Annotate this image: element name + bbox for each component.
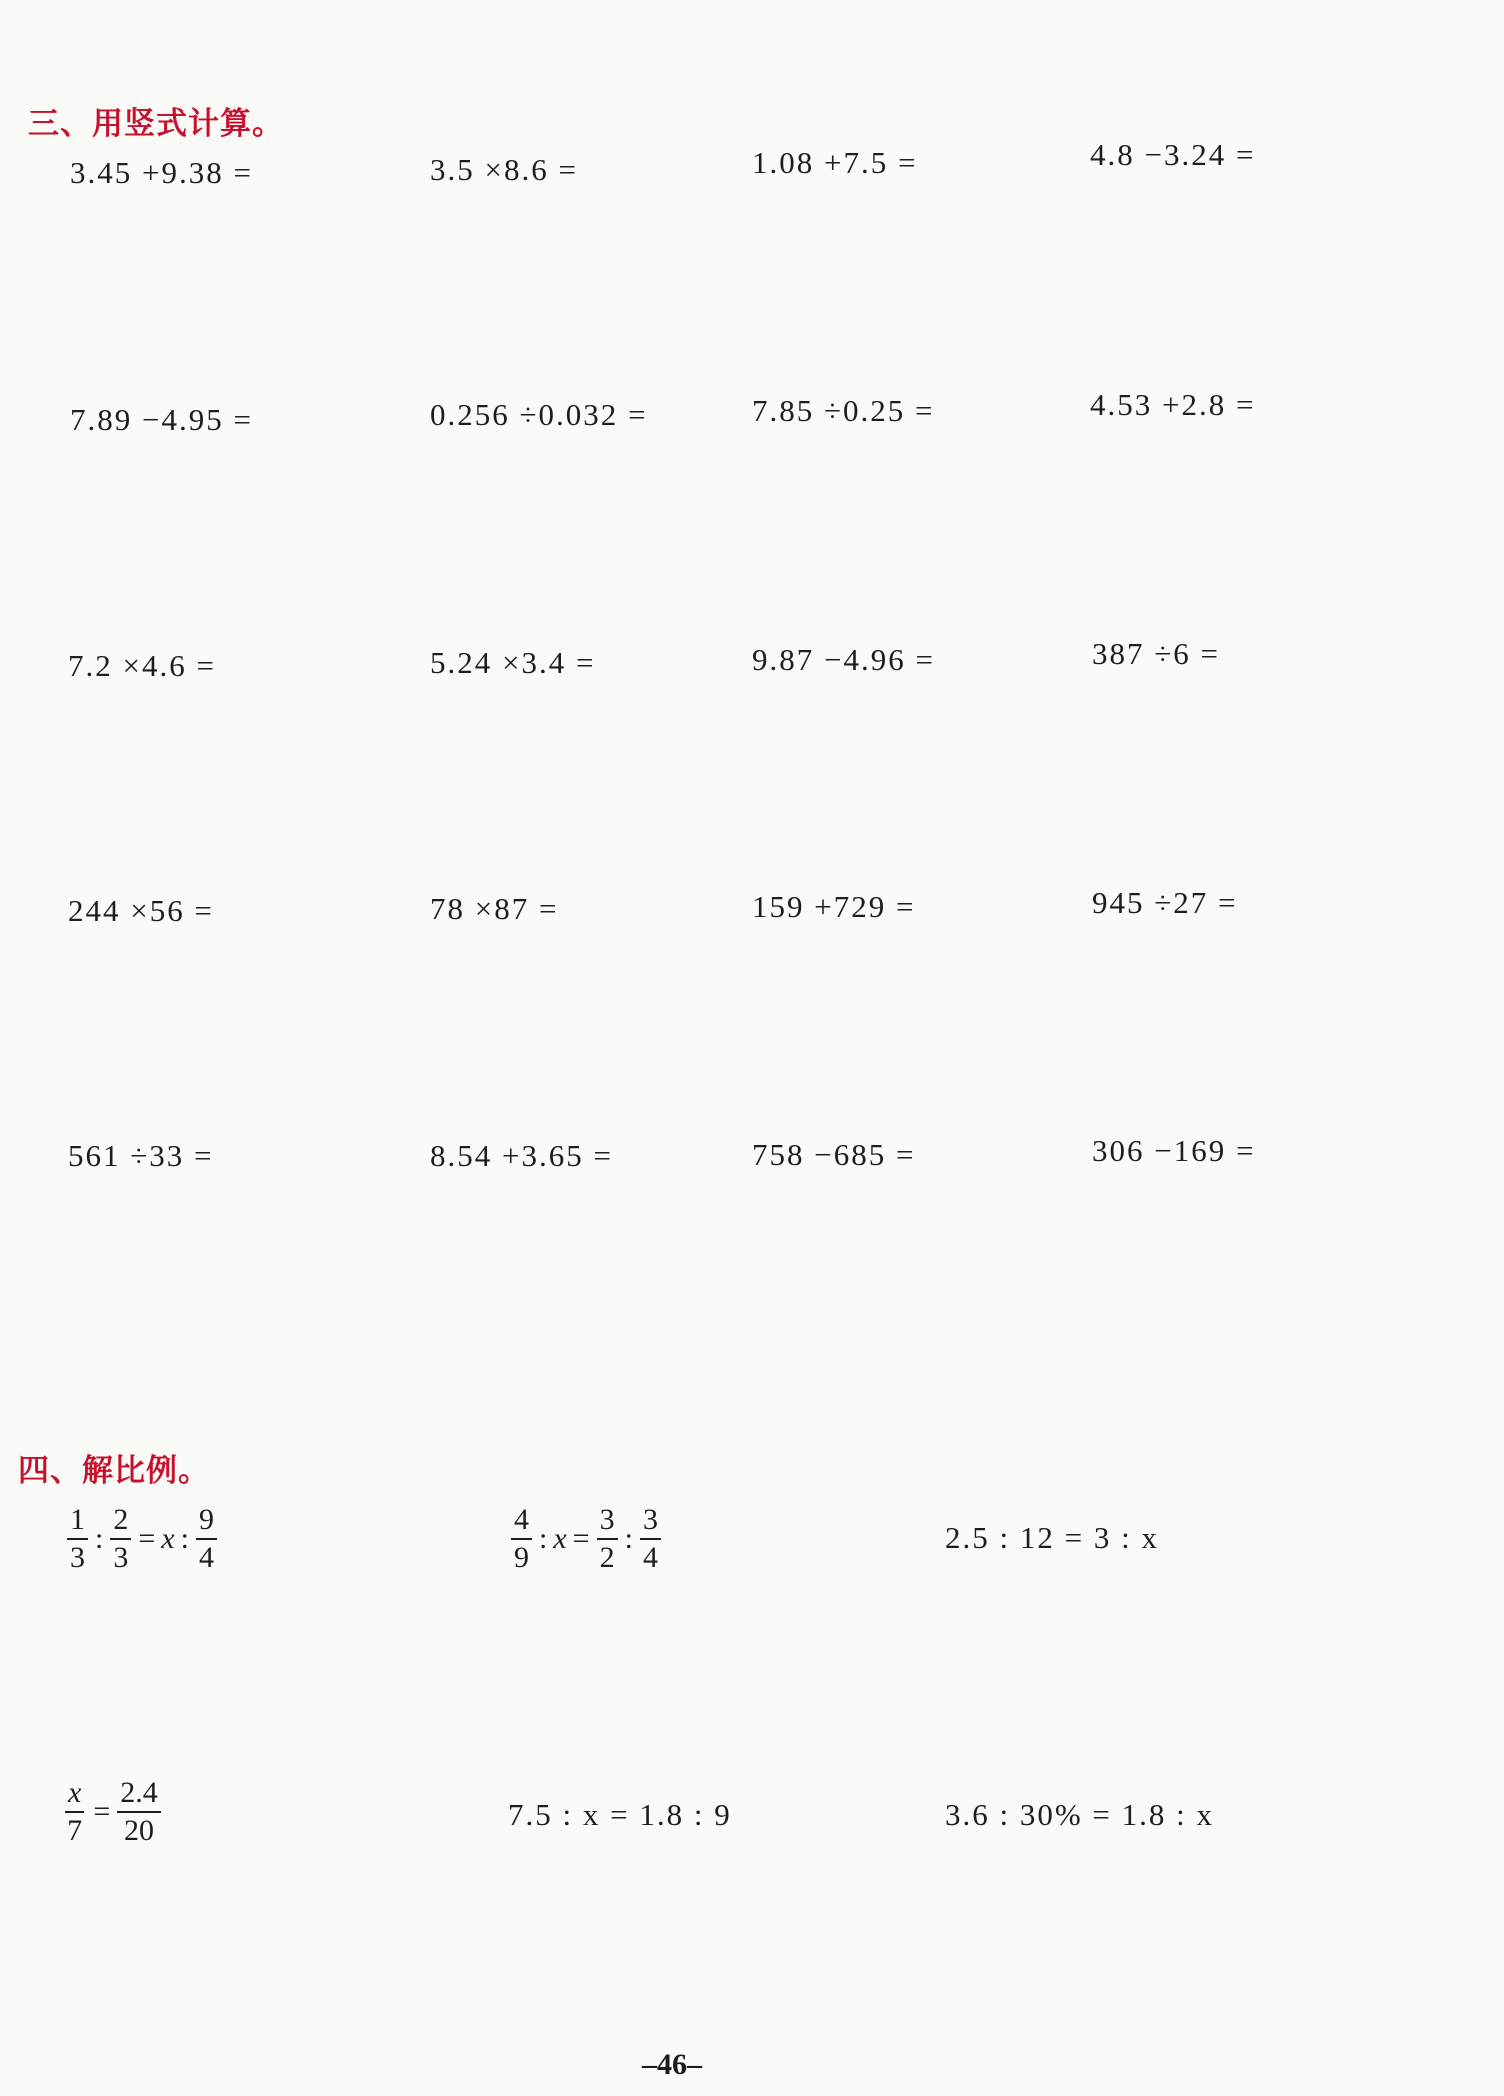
proportion-problem-6: 3.6 : 30% = 1.8 : x (945, 1797, 1215, 1832)
section-4-title: 四、解比例。 (18, 1453, 210, 1489)
vertical-calc-problem-4: 4.8 −3.24 = (1090, 137, 1256, 172)
colon: : (95, 1522, 104, 1555)
denominator: 3 (70, 1541, 85, 1574)
denominator: 3 (113, 1541, 129, 1574)
vertical-calc-problem-13: 244 ×56 = (68, 893, 214, 928)
fraction-3-2 (597, 1505, 618, 1573)
colon: : (624, 1522, 633, 1555)
vertical-calc-problem-20: 306 −169 = (1092, 1133, 1256, 1168)
vertical-calc-problem-11: 9.87 −4.96 = (752, 642, 935, 677)
numerator: 9 (196, 1505, 217, 1540)
vertical-calc-problem-14: 78 ×87 = (430, 891, 559, 926)
vertical-calc-problem-7: 7.85 ÷0.25 = (752, 393, 935, 428)
denominator: 4 (642, 1541, 658, 1574)
vertical-calc-problem-6: 0.256 ÷0.032 = (430, 397, 648, 432)
fraction-x-7 (63, 1778, 86, 1846)
vertical-calc-problem-5: 7.89 −4.95 = (70, 402, 253, 437)
numerator: 1 (67, 1505, 88, 1540)
equals-sign: = (572, 1522, 590, 1555)
fraction-3-4 (640, 1505, 661, 1573)
vertical-calc-problem-3: 1.08 +7.5 = (752, 145, 918, 180)
numerator: 3 (640, 1505, 661, 1540)
fraction-2-4-20 (117, 1778, 161, 1846)
numerator: 3 (597, 1505, 618, 1540)
fraction-4-9 (511, 1505, 532, 1573)
variable-x: x (161, 1522, 175, 1555)
proportion-problem-5: 7.5 : x = 1.8 : 9 (508, 1797, 732, 1832)
proportion-problem-3: 2.5 : 12 = 3 : x (945, 1520, 1159, 1555)
vertical-calc-problem-15: 159 +729 = (752, 889, 916, 924)
vertical-calc-problem-2: 3.5 ×8.6 = (430, 152, 578, 187)
vertical-calc-problem-18: 8.54 +3.65 = (430, 1138, 613, 1173)
vertical-calc-problem-19: 758 −685 = (752, 1137, 916, 1172)
vertical-calc-problem-8: 4.53 +2.8 = (1090, 387, 1256, 422)
fraction-9-4 (196, 1505, 217, 1573)
numerator: 2.4 (117, 1778, 161, 1813)
vertical-calc-problem-17: 561 ÷33 = (68, 1138, 214, 1173)
numerator: 2 (110, 1505, 131, 1540)
denominator: 2 (599, 1541, 615, 1574)
numerator-variable-x: x (65, 1778, 84, 1813)
vertical-calc-problem-16: 945 ÷27 = (1092, 885, 1238, 920)
denominator: 4 (198, 1541, 214, 1574)
vertical-calc-problem-9: 7.2 ×4.6 = (68, 648, 216, 683)
equals-sign: = (138, 1522, 156, 1555)
proportion-problem-2 (508, 1505, 664, 1573)
colon: : (180, 1522, 189, 1555)
fraction-1-3 (67, 1505, 88, 1573)
denominator: 7 (67, 1814, 83, 1847)
vertical-calc-problem-10: 5.24 ×3.4 = (430, 645, 596, 680)
vertical-calc-problem-1: 3.45 +9.38 = (70, 155, 253, 190)
colon: : (539, 1522, 548, 1555)
proportion-problem-1 (64, 1505, 220, 1573)
page-number: –46– (642, 2048, 702, 2081)
vertical-calc-problem-12: 387 ÷6 = (1092, 636, 1220, 671)
variable-x: x (553, 1522, 567, 1555)
numerator: 4 (511, 1505, 532, 1540)
section-3-title: 三、用竖式计算。 (28, 106, 284, 142)
denominator: 20 (124, 1814, 154, 1847)
equals-sign: = (93, 1795, 111, 1828)
denominator: 9 (514, 1541, 529, 1574)
proportion-problem-4 (60, 1778, 164, 1846)
fraction-2-3 (110, 1505, 131, 1573)
